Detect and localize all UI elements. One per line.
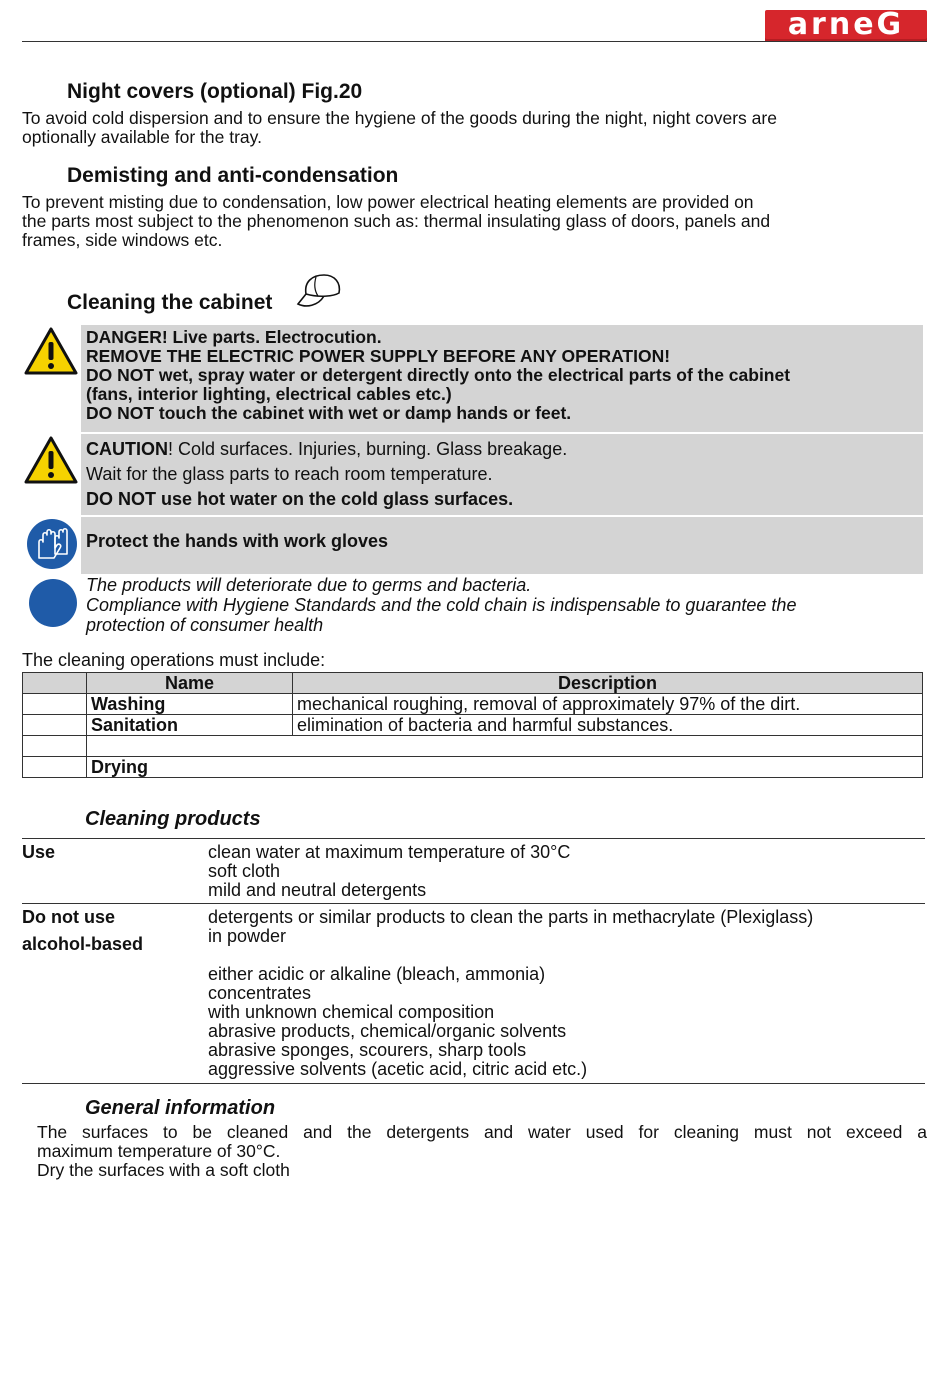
- table-cell-empty: [23, 736, 87, 757]
- operations-intro: The cleaning operations must include:: [22, 650, 326, 670]
- do-not-use-item: either acidic or alkaline (bleach, ammonia): [208, 964, 546, 984]
- do-not-use-label: Do not use: [22, 907, 115, 927]
- table-cell-empty: [23, 715, 87, 736]
- caution-warning-icon: [24, 436, 78, 484]
- do-not-use-list: [208, 908, 813, 946]
- gloves-icon: [26, 518, 78, 570]
- alcohol-based-label: alcohol-based: [22, 934, 144, 954]
- do-not-use-item: with unknown chemical composition: [208, 1002, 495, 1022]
- table-row: [23, 694, 923, 715]
- cleaning-products-title: Cleaning products: [85, 808, 261, 830]
- use-list: [208, 843, 570, 900]
- danger-box: [81, 325, 923, 432]
- caution-word: CAUTION: [86, 439, 168, 459]
- night-covers-text: [22, 109, 777, 147]
- night-covers-title: Night covers (optional) Fig.20: [67, 80, 363, 103]
- caution-box: [81, 434, 923, 515]
- caution-line: DO NOT use hot water on the cold glass surfaces.: [86, 489, 514, 509]
- use-label: Use: [22, 842, 56, 862]
- operations-table: [22, 672, 923, 778]
- table-cell-desc: mechanical roughing, removal of approximately 97% of the dirt.: [293, 694, 923, 715]
- night-text-line: To avoid cold dispersion and to ensure the hygiene of the goods during the night, night covers are: [22, 108, 777, 128]
- night-text-line: optionally available for the tray.: [22, 127, 262, 147]
- table-row: [23, 715, 923, 736]
- use-item: mild and neutral detergents: [208, 880, 427, 900]
- table-cell-name: Drying: [87, 757, 923, 778]
- hygiene-line: The products will deteriorate due to germs and bacteria.: [86, 575, 532, 595]
- table-row: [23, 757, 923, 778]
- danger-line: (fans, interior lighting, electrical cables etc.): [86, 384, 452, 404]
- cleaning-title: Cleaning the cabinet: [67, 291, 273, 314]
- use-item: clean water at maximum temperature of 30°C: [208, 842, 571, 862]
- hygiene-text: [86, 575, 796, 635]
- general-info-text: [37, 1123, 927, 1180]
- table-header-name: Name: [87, 673, 293, 694]
- brand-logo: arneG: [765, 10, 927, 42]
- danger-line: REMOVE THE ELECTRIC POWER SUPPLY BEFORE ANY OPERATION!: [86, 346, 671, 366]
- table-header-row: [23, 673, 923, 694]
- demisting-text-line: the parts most subject to the phenomenon such as: thermal insulating glass of doors, panels and: [22, 211, 771, 231]
- header-rule: [22, 41, 927, 42]
- caution-line: [86, 437, 923, 462]
- products-rule-top: [22, 838, 925, 839]
- use-item: soft cloth: [208, 861, 281, 881]
- table-header-empty: [23, 673, 87, 694]
- products-rule-mid: [22, 903, 925, 904]
- table-cell-name: Washing: [87, 694, 293, 715]
- hygiene-info-icon: [28, 578, 78, 628]
- caution-rest: ! Cold surfaces. Injuries, burning. Glass breakage.: [168, 439, 568, 459]
- products-rule-bottom: [22, 1083, 925, 1084]
- table-cell-name: [87, 736, 923, 757]
- gloves-box: [81, 517, 923, 574]
- do-not-use-list-2: [208, 965, 587, 1079]
- danger-warning-icon: [24, 327, 78, 375]
- hygiene-line: protection of consumer health: [86, 615, 324, 635]
- caution-line: Wait for the glass parts to reach room temperature.: [86, 464, 493, 484]
- do-not-use-item: aggressive solvents (acetic acid, citric acid etc.): [208, 1059, 588, 1079]
- hygiene-line: Compliance with Hygiene Standards and the cold chain is indispensable to guarantee the: [86, 595, 797, 615]
- demisting-title: Demisting and anti-condensation: [67, 164, 399, 187]
- do-not-use-item: detergents or similar products to clean the parts in methacrylate (Plexiglass): [208, 907, 814, 927]
- table-cell-empty: [23, 757, 87, 778]
- general-info-title: General information: [85, 1097, 276, 1119]
- do-not-use-item: abrasive sponges, scourers, sharp tools: [208, 1040, 527, 1060]
- table-cell-name: Sanitation: [87, 715, 293, 736]
- do-not-use-item: abrasive products, chemical/organic solvents: [208, 1021, 567, 1041]
- danger-line: DO NOT wet, spray water or detergent directly onto the electrical parts of the cabinet: [86, 365, 791, 385]
- table-cell-empty: [23, 694, 87, 715]
- table-header-description: Description: [293, 673, 923, 694]
- cap-icon: [296, 272, 344, 312]
- demisting-text: [22, 193, 770, 250]
- danger-line: DO NOT touch the cabinet with wet or damp hands or feet.: [86, 403, 572, 423]
- general-line: maximum temperature of 30°C.: [37, 1141, 281, 1161]
- do-not-use-item: concentrates: [208, 983, 312, 1003]
- table-cell-desc: elimination of bacteria and harmful substances.: [293, 715, 923, 736]
- gloves-text: Protect the hands with work gloves: [86, 531, 389, 551]
- general-line: Dry the surfaces with a soft cloth: [37, 1160, 290, 1180]
- general-line: The surfaces to be cleaned and the detergents and water used for cleaning must not exceed a: [37, 1122, 927, 1142]
- danger-line: DANGER! Live parts. Electrocution.: [86, 327, 382, 347]
- demisting-text-line: To prevent misting due to condensation, low power electrical heating elements are provided on: [22, 192, 754, 212]
- do-not-use-item: in powder: [208, 926, 287, 946]
- demisting-text-line: frames, side windows etc.: [22, 230, 223, 250]
- table-row: [23, 736, 923, 757]
